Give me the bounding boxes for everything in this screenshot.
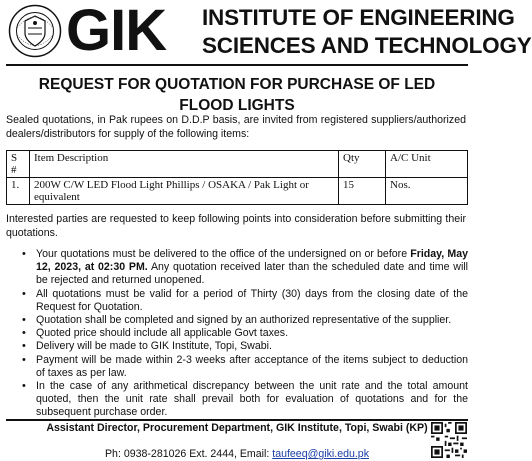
list-item: • Quotation shall be completed and signed by an authorized representative of the supplier. — [6, 314, 468, 327]
table-row — [7, 178, 468, 205]
cell-unit: Nos. — [386, 178, 468, 205]
notice-title: REQUEST FOR QUOTATION FOR PURCHASE OF LED FLOOD LIGHTS — [38, 76, 436, 114]
intro-paragraph: Sealed quotations, in Pak rupees on D.D.P basis, are invited from registered suppliers/authorized dealers/distributors for supply of the following items: — [6, 114, 466, 140]
institute-name — [202, 4, 532, 60]
list-item: • Payment will be made within 2-3 weeks after acceptance of the items subject to deduction of taxes as per law. — [6, 354, 468, 380]
col-header-unit: A/C Unit — [386, 151, 468, 178]
letterhead — [0, 0, 532, 66]
cell-qty: 15 — [339, 178, 386, 205]
col-header-sno: S # — [7, 151, 30, 178]
footer-divider — [6, 419, 468, 421]
term-text: Your quotations must be delivered to the office of the undersigned on or before — [36, 248, 411, 260]
list-item: • All quotations must be valid for a period of Thirty (30) days from the closing date of the Request for Quotation. — [6, 288, 468, 314]
qr-code-icon[interactable] — [431, 422, 467, 458]
institute-seal-logo — [8, 4, 62, 58]
phone-text: Ph: 0938-281026 Ext. 2444, Email: — [104, 448, 273, 460]
list-item — [6, 248, 468, 288]
cell-sno: 1. — [7, 178, 30, 205]
list-item: • Delivery will be made to GIK Institute, Topi, Swabi. — [6, 340, 468, 353]
header-divider — [6, 64, 468, 66]
institute-name-line1: INSTITUTE OF ENGINEERING — [202, 5, 515, 30]
interested-parties-paragraph: Interested parties are requested to keep following points into consideration before submitting their quotations. — [6, 213, 466, 239]
cell-description: 200W C/W LED Flood Light Phillips / OSAKA / Pak Light or equivalent — [30, 178, 339, 205]
term-text: Any quotation received later than the scheduled date and time will be rejected and returned unopened. — [36, 261, 469, 287]
col-header-description: Item Description — [30, 151, 339, 178]
signatory-line: Assistant Director, Procurement Department, GIK Institute, Topi, Swabi (KP) — [46, 422, 428, 434]
contact-line — [0, 448, 474, 460]
institute-name-line2: SCIENCES AND TECHNOLOGY — [202, 33, 532, 58]
items-table — [6, 150, 468, 205]
institute-acronym: GIK — [66, 0, 167, 63]
list-item: • In the case of any arithmetical discrepancy between the unit rate and the total amount quoted, then the unit rate shall prevail both for evaluation of quotations and for the subsequent purchase order. — [6, 380, 468, 420]
email-link[interactable]: taufeeq@giki.edu.pk — [272, 448, 369, 460]
col-header-qty: Qty — [339, 151, 386, 178]
terms-list — [6, 248, 468, 420]
list-item: • Quoted price should include all applicable Govt taxes. — [6, 327, 468, 340]
table-header-row — [7, 151, 468, 178]
deadline-text: Friday, May 12, 2023, at 02:30 PM. — [36, 248, 468, 274]
